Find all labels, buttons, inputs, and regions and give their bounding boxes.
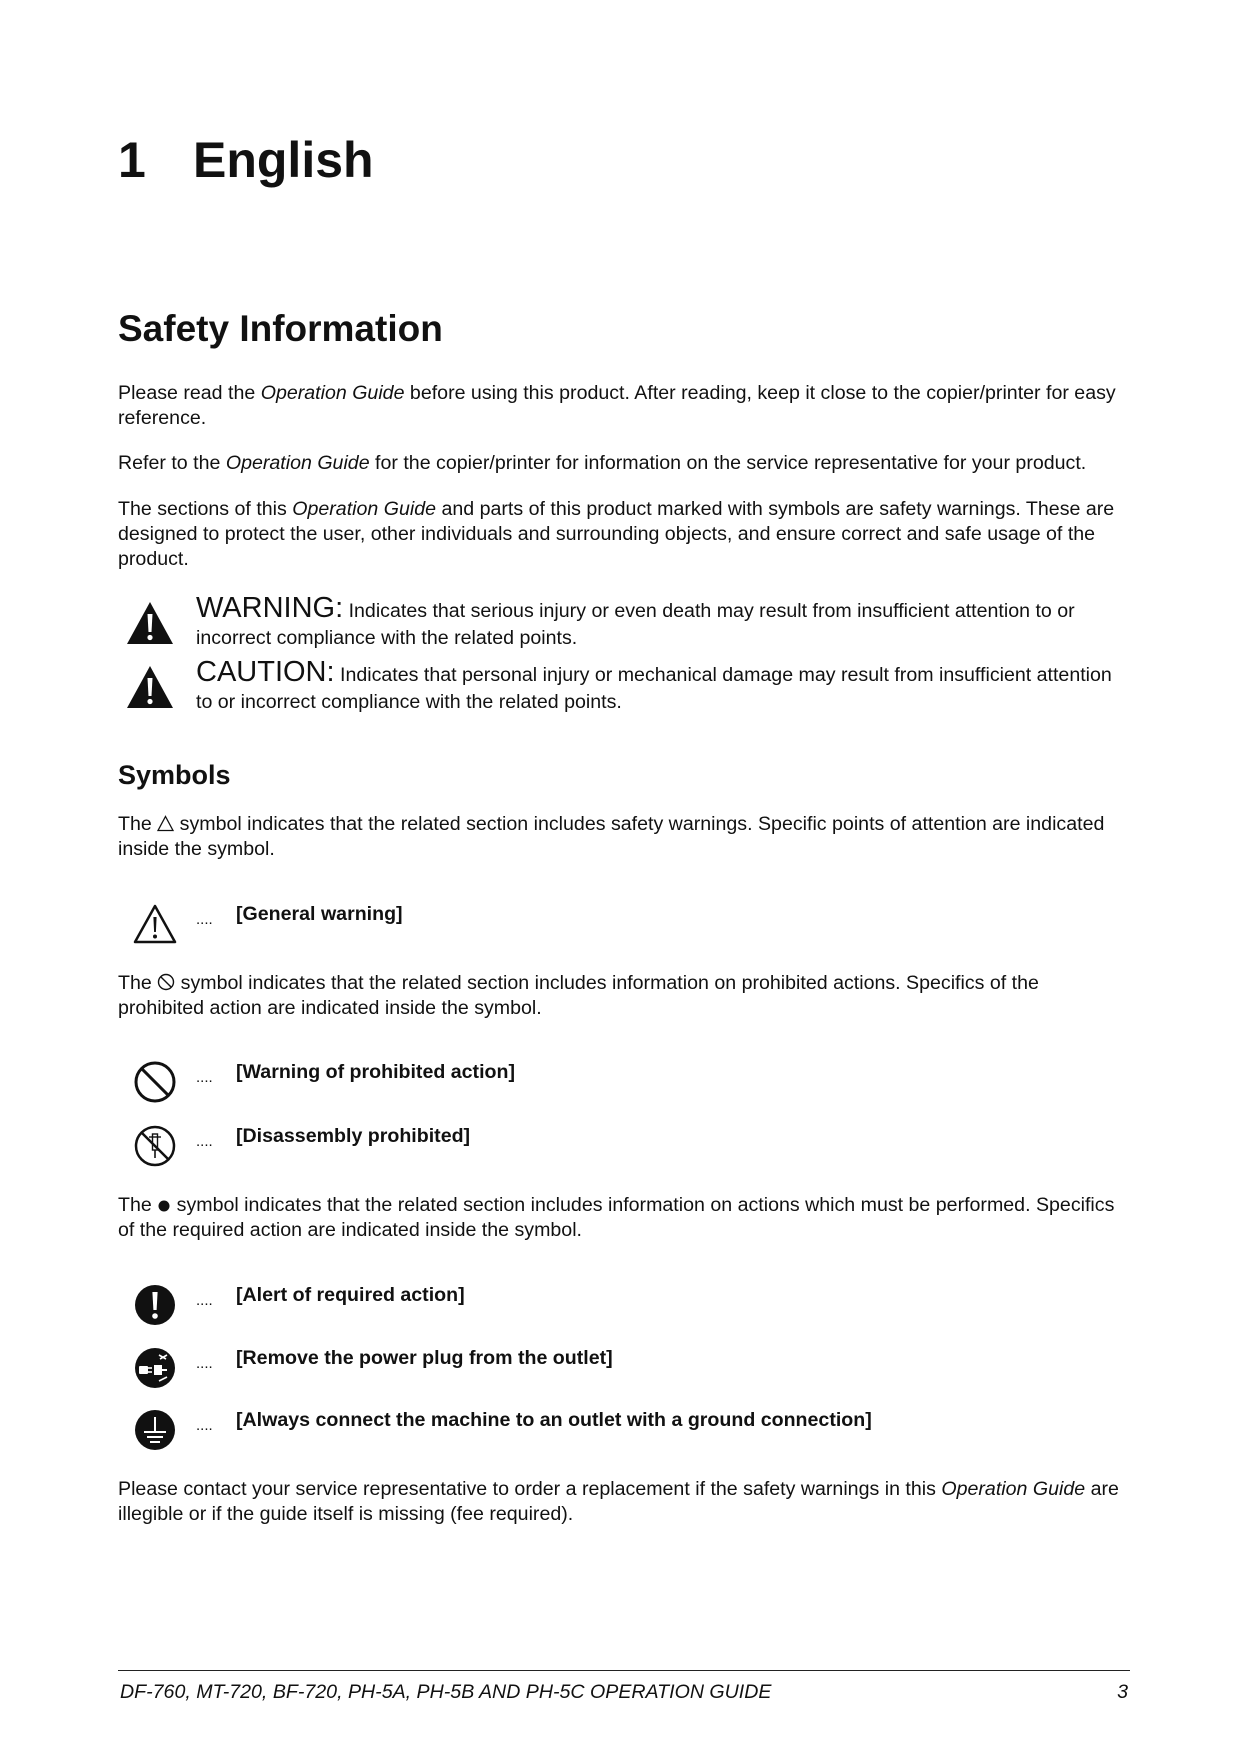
chapter-title: English <box>193 132 374 188</box>
operation-guide-ref: Operation Guide <box>225 452 370 474</box>
operation-guide-ref: Operation Guide <box>941 1478 1086 1500</box>
general-warning-icon <box>133 902 177 946</box>
leader-dots: .... <box>196 1417 213 1434</box>
section-title: Safety Information <box>118 308 443 349</box>
document-page <box>118 0 1130 1755</box>
leader-dots: .... <box>196 911 213 928</box>
symbol-label: [General warning] <box>236 903 403 925</box>
filled-circle-icon <box>157 1199 171 1213</box>
required-symbol-paragraph: The symbol indicates that the related section includes information on actions which must be performed. Specifics of the required action are indicated inside the symbol. <box>118 1194 1115 1241</box>
symbol-label: [Alert of required action] <box>236 1284 465 1306</box>
caution-triangle-icon <box>126 665 174 709</box>
symbol-label: [Always connect the machine to an outlet with a ground connection] <box>236 1409 872 1431</box>
symbol-label: [Warning of prohibited action] <box>236 1061 515 1083</box>
operation-guide-ref: Operation Guide <box>260 382 405 404</box>
leader-dots: .... <box>196 1133 213 1150</box>
closing-paragraph: Please contact your service representative to order a replacement if the safety warnings in this Operation Guide are illegible or if the guide itself is missing (fee required). <box>118 1478 1119 1525</box>
leader-dots: .... <box>196 1355 213 1372</box>
triangle-symbol-paragraph: The symbol indicates that the related section includes safety warnings. Specific points of attention are indicated inside the symbol. <box>118 813 1105 860</box>
footer-title: DF-760, MT-720, BF-720, PH-5A, PH-5B AND PH-5C OPERATION GUIDE <box>120 1681 772 1703</box>
symbol-item-prohibited-action <box>118 1060 1130 1108</box>
caution-keyword: CAUTION: <box>196 656 335 688</box>
operation-guide-ref: Operation Guide <box>292 498 437 520</box>
warning-triangle-icon <box>126 601 174 645</box>
symbols-heading: Symbols <box>118 760 231 790</box>
prohibited-action-icon <box>133 1060 177 1104</box>
chapter-heading <box>118 132 374 188</box>
required-action-icon <box>133 1283 177 1327</box>
leader-dots: .... <box>196 1069 213 1086</box>
symbol-item-ground-connection <box>118 1408 1130 1456</box>
page-footer <box>118 1670 1130 1703</box>
intro-paragraph-2: Refer to the Operation Guide for the copier/printer for information on the service representative for your product. <box>118 452 1087 474</box>
remove-power-plug-icon <box>133 1346 177 1390</box>
warning-text: WARNING: Indicates that serious injury or even death may result from insufficient attention to or incorrect compliance with the related points. <box>196 592 1075 649</box>
symbol-item-required-action <box>118 1283 1130 1331</box>
chapter-number: 1 <box>118 132 146 188</box>
prohibited-symbol-paragraph: The symbol indicates that the related section includes information on prohibited actions. Specifics of the prohibited action are indicated inside the symbol. <box>118 972 1039 1019</box>
leader-dots: .... <box>196 1292 213 1309</box>
outline-prohibited-icon <box>157 973 175 991</box>
symbol-item-remove-power-plug <box>118 1346 1130 1394</box>
symbol-label: [Remove the power plug from the outlet] <box>236 1347 613 1369</box>
outline-triangle-icon <box>157 815 174 832</box>
symbol-label: [Disassembly prohibited] <box>236 1125 471 1147</box>
disassembly-prohibited-icon <box>133 1124 177 1168</box>
symbol-item-disassembly-prohibited <box>118 1124 1130 1172</box>
ground-connection-icon <box>133 1408 177 1452</box>
caution-text: CAUTION: Indicates that personal injury or mechanical damage may result from insufficient attention to or incorrect compliance with the related points. <box>196 656 1112 713</box>
page-number: 3 <box>1117 1681 1128 1703</box>
intro-paragraph-3: The sections of this Operation Guide and parts of this product marked with symbols are safety warnings. These are designed to protect the user, other individuals and surrounding objects, and ensure correct and safe usage of the product. <box>118 498 1115 570</box>
intro-paragraph-1: Please read the Operation Guide before using this product. After reading, keep it close to the copier/printer for easy reference. <box>118 382 1116 429</box>
warning-keyword: WARNING: <box>196 592 344 624</box>
symbol-item-general-warning <box>118 902 1130 950</box>
